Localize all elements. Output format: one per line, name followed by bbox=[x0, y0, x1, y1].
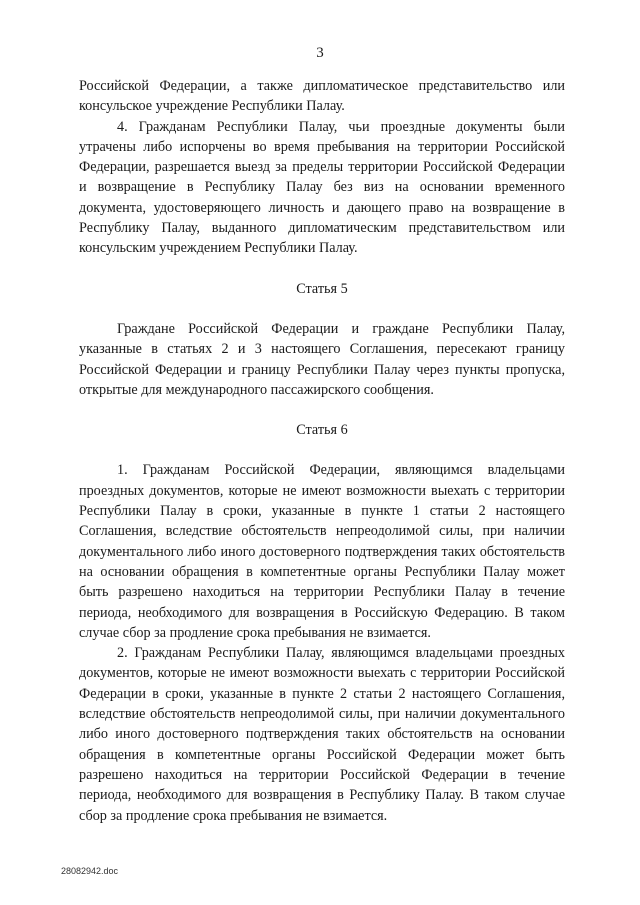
article-5-heading: Статья 5 bbox=[296, 280, 348, 297]
article-6-clause-1: 1. Гражданам Российской Федерации, являющимся владельцами проездных документов, которые не имеют возможности выехать с территории Республики Палау в сроки, указанные в пункте 1 статьи 2 настоящего Соглашения, вследствие обстоятельств непреодолимой силы, при наличии документального либо иного достоверного подтверждения таких обстоятельств на основании обращения в компетентные органы Республики Палау может быть разрешено находиться на территории Республики Палау в течение периода, необходимого для возвращения в Российскую Федерацию. В таком случае сбор за продление срока пребывания не взимается. bbox=[79, 462, 565, 641]
article-6-heading: Статья 6 bbox=[296, 422, 348, 439]
article-5-paragraph: Граждане Российской Федерации и граждане Республики Палау, указанные в статьях 2 и 3 настоящего Соглашения, пересекают границу Российской Федерации и границу Республики Палау через пункты пропуска, открытые для международного пассажирского сообщения. bbox=[79, 320, 565, 398]
page-number: 3 bbox=[316, 45, 324, 61]
paragraph-clause-4: 4. Гражданам Республики Палау, чьи проездные документы были утрачены либо испорчены во время пребывания на территории Российской Федерации, разрешается выезд за пределы территории Российской Федерации и возвращение в Республику Палау без виз на основании временного документа, удостоверяющего личность и дающего право на возвращение в Республику Палау, выданного дипломатическим представительством или консульским учреждением Республики Палау. bbox=[79, 118, 565, 257]
article-6-clause-2: 2. Гражданам Республики Палау, являющимся владельцами проездных документов, которые не имеют возможности выехать с территории Российской Федерации в сроки, указанные в пункте 2 статьи 2 настоящего Соглашения, вследствие обстоятельств непреодолимой силы, при наличии документального либо иного достоверного подтверждения таких обстоятельств на основании обращения в компетентные органы Российской Федерации может быть разрешено находиться на территории Российской Федерации в течение периода, необходимого для возвращения в Республику Палау. В таком случае сбор за продление срока пребывания не взимается. bbox=[79, 645, 565, 824]
footer-file-name: 28082942.doc bbox=[61, 866, 119, 876]
document-body bbox=[79, 76, 565, 826]
paragraph-continuation: Российской Федерации, а также дипломатическое представительство или консульское учреждение Республики Палау. bbox=[79, 78, 565, 115]
